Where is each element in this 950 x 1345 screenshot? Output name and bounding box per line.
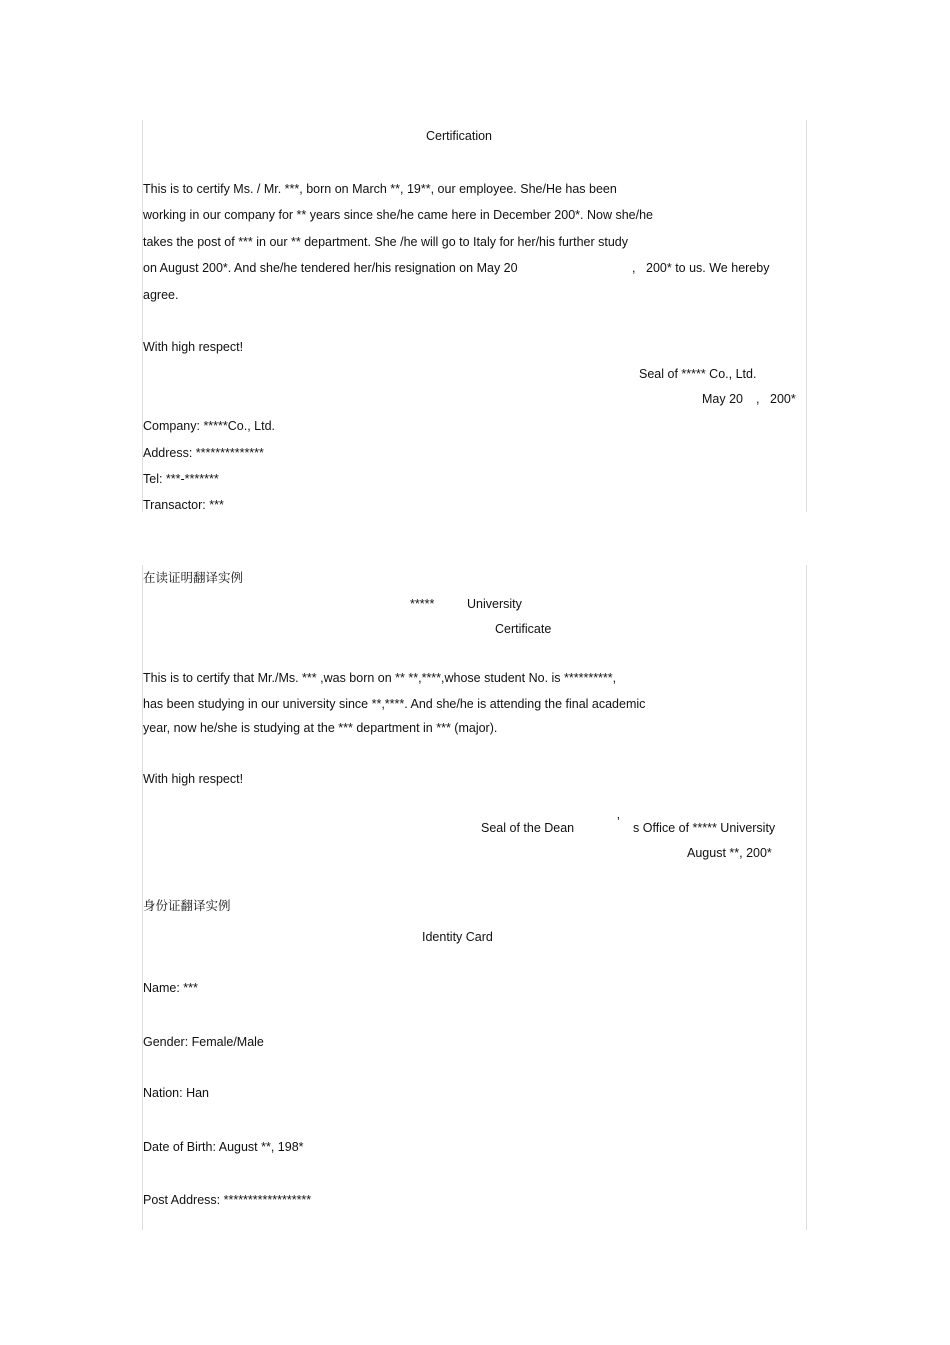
cert1-paragraph-line-4c: 200* to us. We hereby — [646, 261, 770, 275]
cert2-university-stars: ***** — [410, 597, 435, 611]
cert2-paragraph-line-3: year, now he/she is studying at the *** department in *** (major). — [143, 721, 498, 735]
cert2-seal-apostrophe: ’ — [617, 815, 620, 829]
cert1-paragraph-line-4a: on August 200*. And she/he tendered her/his resignation on May 20 — [143, 261, 518, 275]
idcard-gender: Gender: Female/Male — [143, 1035, 264, 1049]
right-rule-2 — [806, 565, 807, 1230]
idcard-title: Identity Card — [422, 930, 493, 944]
cert1-title: Certification — [426, 129, 492, 143]
idcard-post-address: Post Address: ****************** — [143, 1193, 312, 1207]
cert2-seal-part-1: Seal of the Dean — [481, 821, 575, 835]
idcard-date-of-birth: Date of Birth: August **, 198* — [143, 1140, 304, 1154]
idcard-name: Name: *** — [143, 981, 198, 995]
cert2-seal-part-2: s Office of ***** University — [633, 821, 776, 835]
cert1-paragraph-line-4-comma: , — [632, 261, 636, 275]
cert1-paragraph-line-2: working in our company for ** years since she/he came here in December 200*. Now she/he — [143, 208, 653, 222]
cert1-paragraph-line-5: agree. — [143, 288, 179, 302]
cert1-company: Company: *****Co., Ltd. — [143, 419, 276, 433]
cert1-tel: Tel: ***-******* — [143, 472, 219, 486]
cert2-closing: With high respect! — [143, 772, 244, 786]
cert1-paragraph-line-3: takes the post of *** in our ** department. She /he will go to Italy for her/his further study — [143, 235, 628, 249]
cert1-date-comma: , — [756, 392, 760, 406]
idcard-heading: 身份证翻译实例 — [143, 899, 231, 913]
cert2-paragraph-line-1: This is to certify that Mr./Ms. *** ,was born on ** **,****,whose student No. is **********, — [143, 671, 617, 685]
cert2-paragraph-line-2: has been studying in our university since **,****. And she/he is attending the final academic — [143, 697, 646, 711]
cert1-closing: With high respect! — [143, 340, 244, 354]
cert1-seal: Seal of ***** Co., Ltd. — [639, 367, 757, 381]
cert1-date-day: May 20 — [702, 392, 743, 406]
cert2-university-label: University — [467, 597, 522, 611]
cert1-date-year: 200* — [770, 392, 796, 406]
cert2-date: August **, 200* — [687, 846, 772, 860]
cert2-heading: 在读证明翻译实例 — [143, 571, 244, 585]
idcard-nation: Nation: Han — [143, 1086, 210, 1100]
cert2-title: Certificate — [495, 622, 552, 636]
cert1-address: Address: ************** — [143, 446, 264, 460]
cert1-transactor: Transactor: *** — [143, 498, 224, 512]
right-rule-1 — [806, 120, 807, 512]
cert1-paragraph-line-1: This is to certify Ms. / Mr. ***, born on March **, 19**, our employee. She/He has been — [143, 182, 617, 196]
